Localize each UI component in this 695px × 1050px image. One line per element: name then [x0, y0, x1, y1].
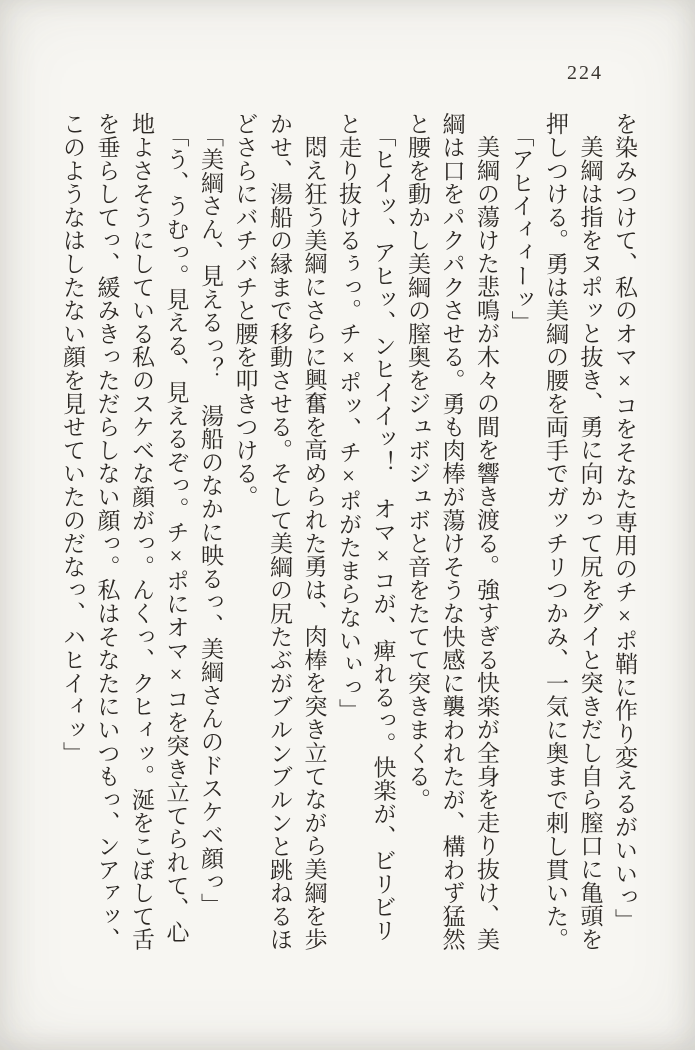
paragraph-dialogue: 「美綱さん、見えるっ？ 湯船のなかに映るっ、美綱さんのドスケベ顔っ」	[198, 123, 223, 916]
paragraph-narration: 美綱は指をヌポッと抜き、勇に向かって尻をグイと突きだし自ら膣口に亀頭を押しつける。勇は美綱の腰を両手でガッチリつかみ、一気に奥まで刺し貫いた。	[543, 112, 603, 951]
paragraph-dialogue: 「ヒイッ、アヒッ、ンヒイイッ！ オマ×コが、痺れるっ。快楽が、ビリビリと走り抜けるぅっ。チ×ポッ、チ×ポがたまらないぃっ」	[336, 112, 396, 941]
paragraph-narration: 美綱の蕩けた悲鳴が木々の間を響き渡る。強すぎる快楽が全身を走り抜け、美綱は口をパクパクさせる。勇も肉棒が蕩けそうな快感に襲われたが、構わず猛然と腰を動かし美綱の膣奥をジュボジュボと音をたてて突きまくる。	[405, 112, 499, 951]
vertical-text-block	[55, 112, 642, 952]
paragraph-dialogue: 「う、うむっ。見える、見えるぞっ。チ×ポにオマ×コを突き立てられて、心地よさそうにしている私のスケベな顔がっ。んくっ、クヒィッ。涎をこぼして舌を垂らしてっ、緩みきっただらしない顔っ。私はそなたにいつもっ、ンアァッ、このようなはしたない顔を見せていたのだなっ、ハヒイィッ」	[60, 112, 189, 951]
paragraph-dialogue: 「アヒイィィーッ」	[508, 123, 534, 334]
paragraph-continuation: を染みつけて、私のオマ×コをそなた専用のチ×ポ鞘に作り変えるがいいっ」	[612, 112, 637, 932]
paragraph-narration: 悶え狂う美綱にさらに興奮を高められた勇は、肉棒を突き立てながら美綱を歩かせ、湯船の縁まで移動させる。そして美綱の尻たぶがブルンブルンと跳ねるほどさらにバチバチと腰を叩きつける。	[232, 112, 327, 951]
page-number: 224	[567, 62, 603, 84]
